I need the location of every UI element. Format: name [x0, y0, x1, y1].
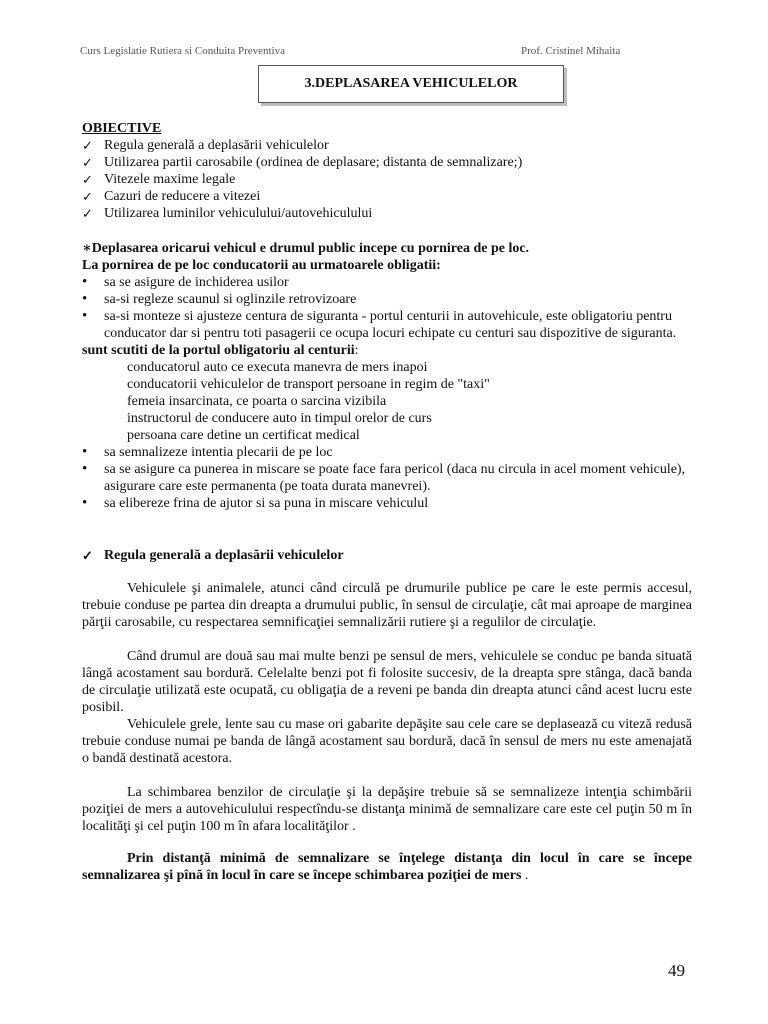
obligation-item: • sa-si regleze scaunul si oglinzile retrovizoare — [82, 291, 357, 307]
obligation-item: • sa se asigure de inchiderea usilor — [82, 274, 289, 290]
asterisk-icon: ∗ — [82, 241, 92, 256]
bullet-icon: • — [82, 495, 88, 511]
obligation-item: • sa-si monteze si ajusteze centura de siguranta - portul centurii in autovehicule, este obligatoriu pentru conducator dar si pentru toti pasagerii ce ocupa locuri echipate cu centuri sau dispozitive de siguranta. — [82, 308, 677, 341]
running-header-right: Prof. Cristinel Mihaita — [521, 45, 621, 57]
rule-heading: ✓ Regula generală a deplasării vehiculelor — [82, 548, 344, 563]
check-icon: ✓ — [82, 172, 93, 187]
chapter-title: 3.DEPLASAREA VEHICULELOR — [258, 65, 564, 103]
check-icon: ✓ — [82, 206, 93, 221]
rule-paragraph-5: Prin distanţă minimă de semnalizare se înţelege distanţa din locul în care se începe semnalizarea şi pînă în locul în care se începe schimbarea poziţiei de mers . — [82, 851, 692, 883]
exempt-item: conducatorii vehiculelor de transport persoane in regim de "taxi" — [127, 377, 490, 392]
rule-paragraph-1: Vehiculele şi animalele, atunci când circulă pe drumurile publice pe care le este permis accesul, trebuie conduse pe partea din dreapta a drumului public, în sensul de circulaţie, cât mai aproape de marginea părţii carosabile, cu respectarea semnificaţiei semnalizării rutiere şi a regulilor de circulaţie. — [82, 581, 692, 630]
exempt-heading: sunt scutiti de la portul obligatoriu al centurii: — [82, 343, 359, 358]
start-section — [82, 240, 692, 512]
exempt-item: conducatorul auto ce executa manevra de mers inapoi — [127, 360, 428, 375]
obligation-item: • sa semnalizeze intentia plecarii de pe loc — [82, 444, 333, 460]
exempt-item: persoana care detine un certificat medical — [127, 428, 360, 443]
bullet-icon: • — [82, 444, 88, 460]
check-icon: ✓ — [82, 548, 93, 563]
objective-item: ✓ Vitezele maxime legale — [82, 172, 236, 187]
check-icon: ✓ — [82, 189, 93, 204]
rule-paragraph-3: Vehiculele grele, lente sau cu mase ori gabarite depăşite sau cele care se deplasează cu viteză redusă trebuie conduse numai pe banda de lângă acostament sau bordură, dacă în sensul de mers nu este amenajată o bandă destinată acestora. — [82, 717, 692, 766]
start-intro: ∗Deplasarea oricarui vehicul e drumul public incepe cu pornirea de pe loc. — [82, 241, 530, 256]
obligation-item: • sa elibereze frina de ajutor si sa puna in miscare vehiculul — [82, 495, 429, 511]
bullet-icon: • — [82, 291, 88, 307]
bullet-icon: • — [82, 308, 88, 324]
objective-item: ✓ Regula generală a deplasării vehiculelor — [82, 138, 329, 153]
bullet-icon: • — [82, 274, 88, 290]
check-icon: ✓ — [82, 138, 93, 153]
exempt-item: femeia insarcinata, ce poarta o sarcina vizibila — [127, 394, 387, 409]
obligation-item: • sa se asigure ca punerea in miscare se poate face fara pericol (daca nu circula in acel moment vehicule), asigurare care este permanenta (pe toata durata manevrei). — [82, 461, 686, 494]
obligations-heading: La pornirea de pe loc conducatorii au urmatoarele obligatii: — [82, 258, 441, 273]
exempt-item: instructorul de conducere auto in timpul orelor de curs — [127, 411, 432, 426]
check-icon: ✓ — [82, 155, 93, 170]
objectives-heading: OBIECTIVE — [82, 121, 162, 136]
rule-paragraph-4: La schimbarea benzilor de circulaţie şi la depăşire trebuie să se semnalizeze intenţia schimbării poziţiei de mers a autovehiculului respectîndu-se distanţa minimă de semnalizare care este cel puţin 50 m în localităţi şi cel puţin 100 m în afara localităţilor . — [82, 785, 692, 834]
page-number: 49 — [668, 961, 685, 980]
objective-item: ✓ Utilizarea luminilor vehiculului/autovehiculului — [82, 206, 373, 221]
objectives-section — [82, 120, 692, 222]
running-header-left: Curs Legislatie Rutiera si Conduita Preventiva — [80, 45, 285, 57]
objective-item: ✓ Cazuri de reducere a vitezei — [82, 189, 261, 204]
objective-item: ✓ Utilizarea partii carosabile (ordinea de deplasare; distanta de semnalizare;) — [82, 155, 523, 170]
rule-paragraph-2: Când drumul are două sau mai multe benzi pe sensul de mers, vehiculele se conduc pe banda situată lângă acostament sau bordură. Celelalte benzi pot fi folosite succesiv, de la dreapta spre stânga, dacă banda de circulaţie utilizată este ocupată, cu obligaţia de a reveni pe banda din dreapta atunci când acest lucru este posibil. — [82, 649, 692, 715]
bullet-icon: • — [82, 461, 88, 477]
